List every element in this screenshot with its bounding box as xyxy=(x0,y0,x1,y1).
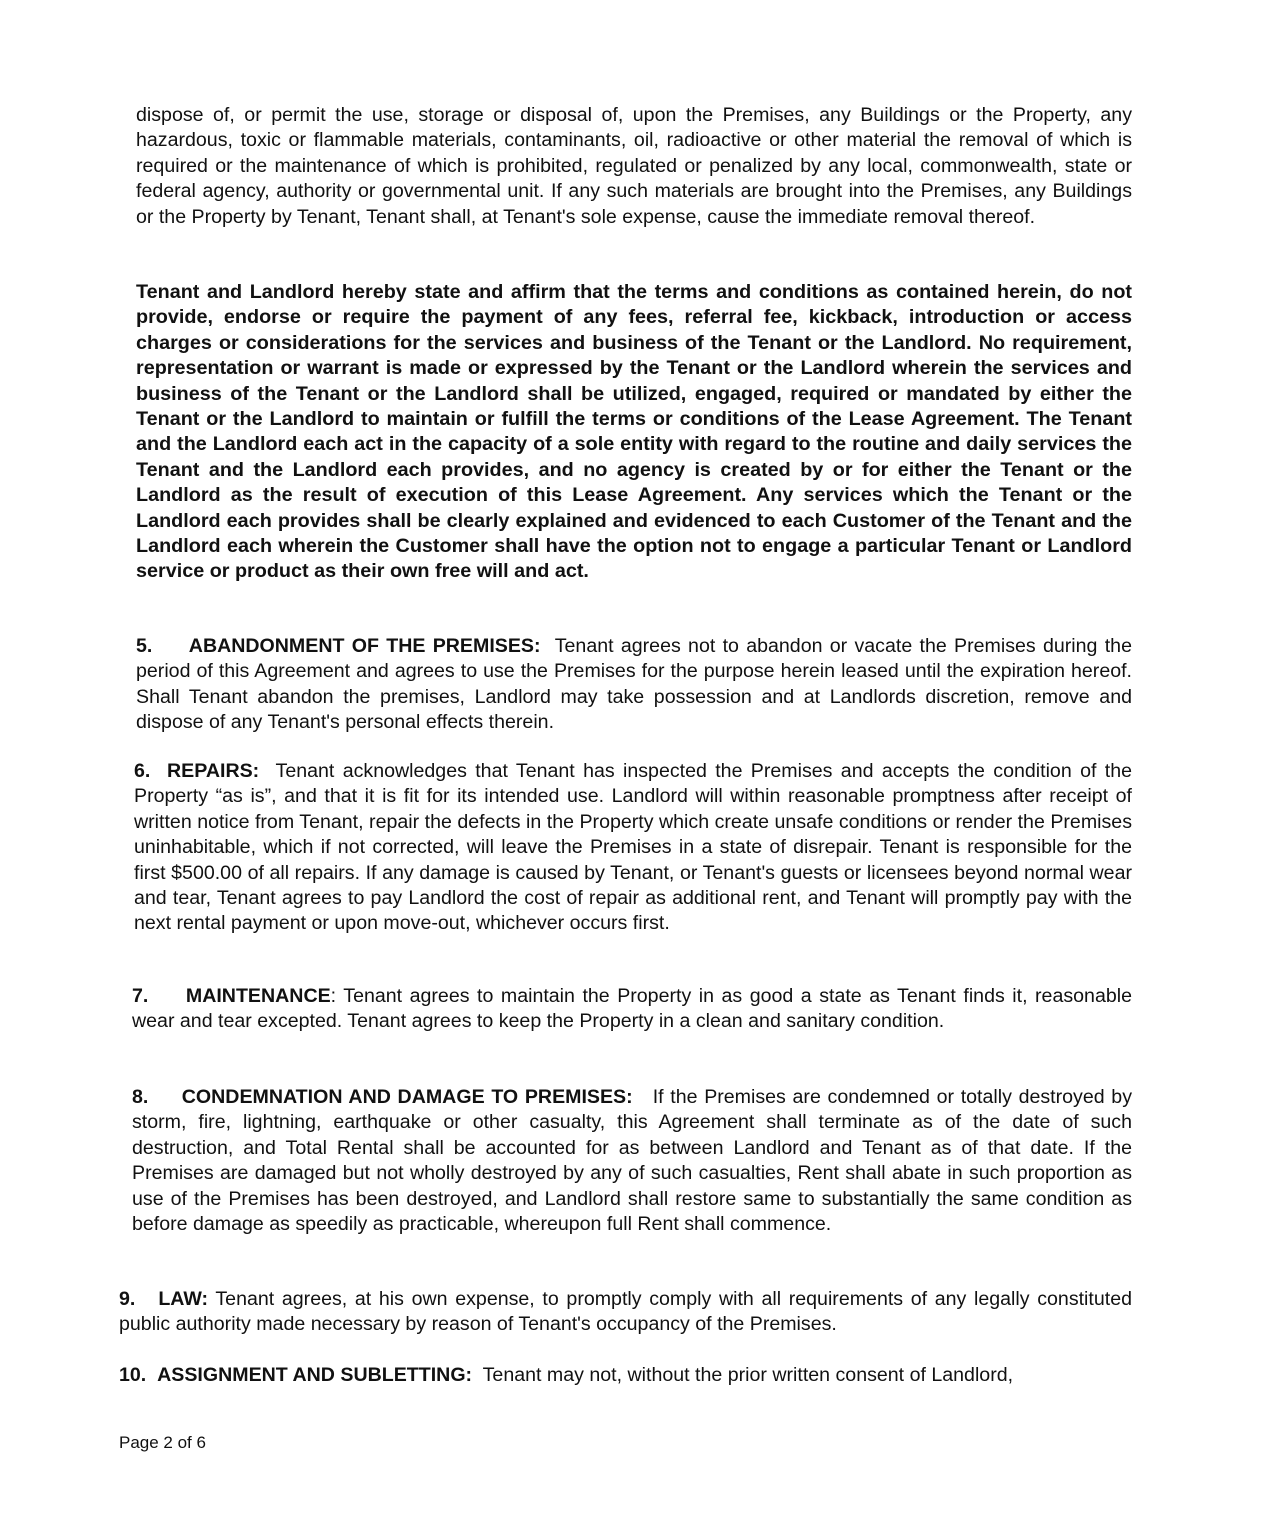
section-heading: ABANDONMENT OF THE PREMISES: xyxy=(188,635,541,657)
section-7-maintenance xyxy=(132,984,1132,1035)
section-number: 10. xyxy=(119,1364,147,1386)
section-body: If the Premises are condemned or totally destroyed by storm, fire, lightning, earthquake or other casualty, this Agreement shall terminate as of the date of such destruction, and Total Rental shall be accounted for as between Landlord and Tenant as of that date. If the Premises are damaged but not wholly destroyed by any of such casualties, Rent shall abate in such proportion as use of the Premises has been destroyed, and Landlord shall restore same to substantially the same condition as before damage as speedily as practicable, whereupon full Rent shall commence. xyxy=(132,1086,1132,1236)
section-body: Tenant agrees not to abandon or vacate the Premises during the period of this Agreement and agrees to use the Premises for the purpose herein leased until the expiration hereof. Shall Tenant abandon the premises, Landlord may take possession and at Landlords discretion, remove and dispose of any Tenant's personal effects therein. xyxy=(136,635,1132,734)
hazmat-paragraph: dispose of, or permit the use, storage or disposal of, upon the Premises, any Buildings or the Property, any hazardous, toxic or flammable materials, contaminants, oil, radioactive or other material the removal of which is required or the maintenance of which is prohibited, regulated or penalized by any local, commonwealth, state or federal agency, authority or governmental unit. If any such materials are brought into the Premises, any Buildings or the Property by Tenant, Tenant shall, at Tenant's sole expense, cause the immediate removal thereof. xyxy=(136,104,1132,228)
section-number: 8. xyxy=(132,1086,149,1108)
section-number: 6. xyxy=(134,760,151,782)
section-heading: ASSIGNMENT AND SUBLETTING: xyxy=(157,1364,473,1386)
section-number: 7. xyxy=(132,985,149,1007)
section-heading: CONDEMNATION AND DAMAGE TO PREMISES: xyxy=(181,1086,633,1108)
section-body: : Tenant agrees to maintain the Property in as good a state as Tenant finds it, reasonable wear and tear excepted. Tenant agrees to keep the Property in a clean and sanitary condition. xyxy=(132,985,1132,1033)
section-heading: LAW: xyxy=(158,1288,209,1310)
section-8-condemnation xyxy=(132,1085,1132,1237)
section-number: 5. xyxy=(136,635,153,657)
section-body: Tenant may not, without the prior written consent of Landlord, xyxy=(482,1364,1014,1386)
section-10-assignment xyxy=(119,1363,1132,1388)
affirmation-paragraph: Tenant and Landlord hereby state and affirm that the terms and conditions as contained herein, do not provide, endorse or require the payment of any fees, referral fee, kickback, introduction or access charges or considerations for the services and business of the Tenant or the Landlord. No requirement, representation or warrant is made or expressed by the Tenant or the Landlord wherein the services and business of the Tenant or the Landlord shall be utilized, engaged, required or mandated by either the Tenant or the Landlord to maintain or fulfill the terms or conditions of the Lease Agreement. The Tenant and the Landlord each act in the capacity of a sole entity with regard to the routine and daily services the Tenant and the Landlord each provides, and no agency is created by or for either the Tenant or the Landlord as the result of execution of this Lease Agreement. Any services which the Tenant or the Landlord each provides shall be clearly explained and evidenced to each Customer of the Tenant and the Landlord each wherein the Customer shall have the option not to engage a particular Tenant or Landlord service or product as their own free will and act. xyxy=(136,281,1132,583)
section-6-repairs xyxy=(134,759,1132,937)
section-9-law xyxy=(119,1287,1132,1338)
section-number: 9. xyxy=(119,1288,136,1310)
section-heading: REPAIRS: xyxy=(167,760,260,782)
section-body: Tenant acknowledges that Tenant has inspected the Premises and accepts the condition of the Property “as is”, and that it is fit for its intended use. Landlord will within reasonable promptness after receipt of written notice from Tenant, repair the defects in the Property which create unsafe conditions or render the Premises uninhabitable, which if not corrected, will leave the Premises in a state of disrepair. Tenant is responsible for the first $500.00 of all repairs. If any damage is caused by Tenant, or Tenant's guests or licensees beyond normal wear and tear, Tenant agrees to pay Landlord the cost of repair as additional rent, and Tenant will promptly pay with the next rental payment or upon move-out, whichever occurs first. xyxy=(134,760,1132,935)
page-number-footer: Page 2 of 6 xyxy=(119,1433,206,1452)
section-heading: MAINTENANCE xyxy=(185,985,331,1007)
section-5-abandonment xyxy=(136,634,1132,736)
section-body: Tenant agrees, at his own expense, to promptly comply with all requirements of any legally constituted public authority made necessary by reason of Tenant's occupancy of the Premises. xyxy=(119,1288,1132,1336)
